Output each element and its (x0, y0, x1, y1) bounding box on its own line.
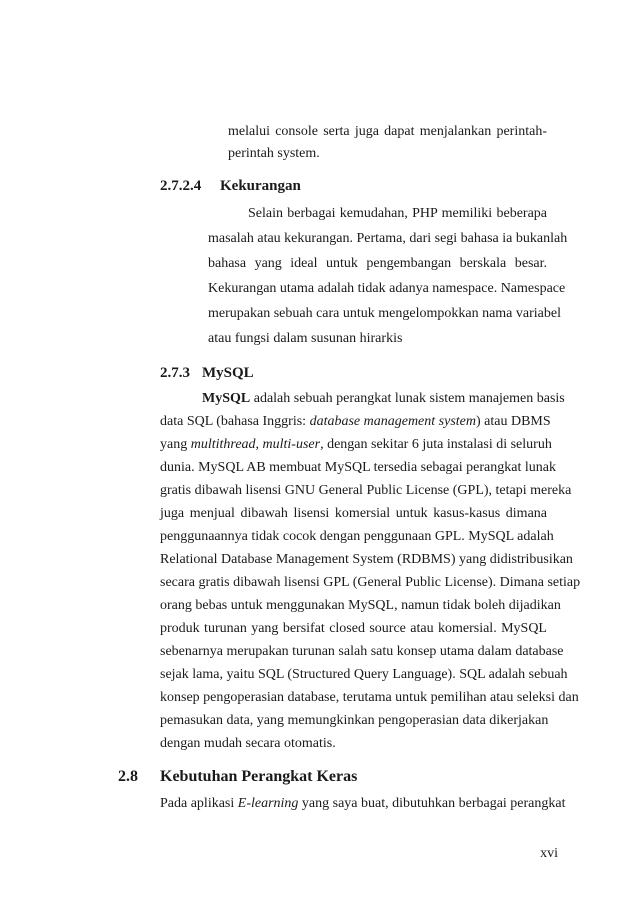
kebutuhan-line-1: Pada aplikasi E-learning yang saya buat, dibutuhkan berbagai perangkat (160, 796, 566, 811)
mysql-line-5: gratis dibawah lisensi GNU General Public License (GPL), tetapi mereka (160, 483, 572, 498)
kekurangan-line-5: merupakan sebuah cara untuk mengelompokkan nama variabel (208, 306, 561, 321)
mysql-line-13: sejak lama, yaitu SQL (Structured Query Language). SQL adalah sebuah (160, 667, 568, 682)
kekurangan-line-6: atau fungsi dalam susunan hirarkis (208, 331, 403, 346)
intro-line-1: melalui console serta juga dapat menjalankan perintah- (228, 124, 547, 139)
kekurangan-line-1: Selain berbagai kemudahan, PHP memiliki beberapa (248, 206, 547, 221)
mysql-line-12: sebenarnya merupakan turunan salah satu konsep utama dalam database (160, 644, 564, 659)
mysql-line-15: pemasukan data, yang memungkinkan pengoperasian data dikerjakan (160, 713, 549, 728)
mysql-line-3: yang multithread, multi-user, dengan sekitar 6 juta instalasi di seluruh (160, 437, 552, 452)
kekurangan-line-4: Kekurangan utama adalah tidak adanya namespace. Namespace (208, 281, 566, 296)
mysql-line-10: orang bebas untuk menggunakan MySQL, namun tidak boleh dijadikan (160, 598, 561, 613)
mysql-line-6: juga menjual dibawah lisensi komersial untuk kasus-kasus dimana (160, 506, 547, 521)
section-title-kekurangan: Kekurangan (220, 178, 301, 194)
mysql-line-8: Relational Database Management System (RDBMS) yang didistribusikan (160, 552, 573, 567)
section-title-kebutuhan: Kebutuhan Perangkat Keras (160, 768, 358, 785)
mysql-line-2: data SQL (bahasa Inggris: database management system) atau DBMS (160, 414, 551, 429)
mysql-line-11: produk turunan yang bersifat closed source atau komersial. MySQL (160, 621, 547, 636)
mysql-bold-term: MySQL (202, 391, 251, 406)
mysql-line-16: dengan mudah secara otomatis. (160, 736, 336, 751)
mysql-line-4: dunia. MySQL AB membuat MySQL tersedia sebagai perangkat lunak (160, 460, 556, 475)
section-number-2724: 2.7.2.4 (160, 178, 202, 194)
mysql-line-9: secara gratis dibawah lisensi GPL (General Public License). Dimana setiap (160, 575, 581, 590)
intro-line-2: perintah system. (228, 146, 320, 161)
kekurangan-line-3: bahasa yang ideal untuk pengembangan berskala besar. (208, 256, 547, 271)
mysql-line-1: MySQL adalah sebuah perangkat lunak sistem manajemen basis (202, 391, 565, 406)
mysql-line-14: konsep pengoperasian database, terutama untuk pemilihan atau seleksi dan (160, 690, 579, 705)
section-number-28: 2.8 (118, 768, 138, 785)
section-title-mysql: MySQL (202, 365, 254, 381)
mysql-line-7: penggunaannya tidak cocok dengan penggunaan GPL. MySQL adalah (160, 529, 554, 544)
kekurangan-line-2: masalah atau kekurangan. Pertama, dari segi bahasa ia bukanlah (208, 231, 568, 246)
page-number: xvi (540, 846, 558, 861)
section-number-273: 2.7.3 (160, 365, 190, 381)
